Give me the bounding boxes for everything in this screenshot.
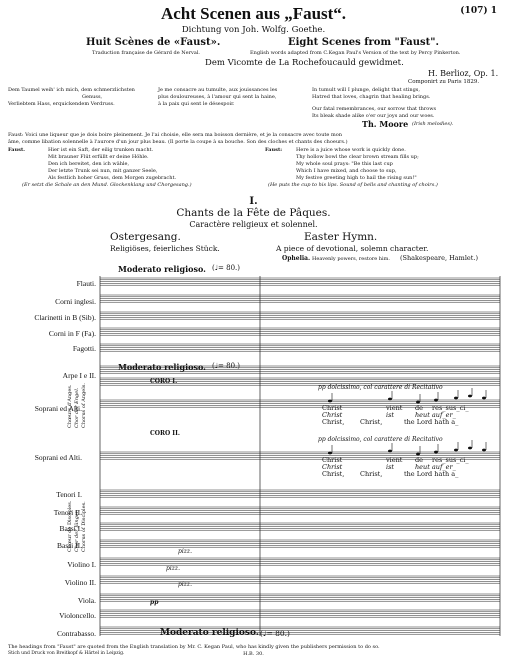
epigraph-de-2: Genuss, xyxy=(82,94,103,100)
lyric: res_sus_ci_ xyxy=(432,404,469,412)
instrument-soprani-2: Soprani ed Alti. xyxy=(34,453,82,462)
page-title: Acht Scenen aus „Faust“. xyxy=(160,4,347,23)
staff xyxy=(100,344,500,351)
dichtung-line: Dichtung von Joh. Wolfg. Goethe. xyxy=(181,25,326,35)
pizz-mark: pizz. xyxy=(178,581,192,588)
epigraph-en-2: Hatred that loves, chagrin that healing brings. xyxy=(312,94,431,100)
tempo-mid-mm: (♩= 80.) xyxy=(212,362,240,370)
staff xyxy=(100,312,500,319)
footer-plate: H.B. 30. xyxy=(243,651,264,657)
faust-de-4: Der letzte Trunk sei nun, mit ganzer Seele, xyxy=(48,168,158,174)
pizz-mark: pizz. xyxy=(178,548,192,555)
instrument-viola: Viola. xyxy=(77,596,96,605)
note xyxy=(454,397,458,400)
epigraph-de-3: Verliebtem Hass, erquickendem Verdruss. xyxy=(8,101,115,107)
lyric: ist xyxy=(386,463,395,471)
staff xyxy=(100,576,500,583)
ostergesang-title: Ostergesang. xyxy=(110,231,181,243)
footer-printer: Stich und Druck von Breitkopf & Härtel in Leipzig. xyxy=(8,651,125,656)
dynamic-pp: pp xyxy=(150,599,159,606)
dedication: Dem Vicomte de La Rochefoucauld gewidmet. xyxy=(205,58,404,68)
instrument-clarinetti: Clarinetti in B (Sib). xyxy=(34,313,96,322)
instrument-violino-2: Violino II. xyxy=(64,578,96,587)
ophelia-text: Heavenly powers, restore him. xyxy=(312,256,390,262)
instrument-bassi-2: Bassi II. xyxy=(57,541,82,550)
lyric: de xyxy=(415,456,424,464)
faust-de-2: Mit brauner Flüt erfüllt er deine Höhle. xyxy=(48,154,149,160)
faust-de-5: Als festlich hoher Gruss, dem Morgen zugebracht. xyxy=(48,175,177,181)
movement-number: I. xyxy=(249,196,258,207)
easter-hymn-title: Easter Hymn. xyxy=(304,231,378,243)
faust-en-4: Which I have mixed, and choose to sup, xyxy=(296,168,397,174)
note xyxy=(434,399,438,402)
instrument-flauti: Flauti. xyxy=(76,279,96,288)
note xyxy=(454,449,458,452)
title-english: Eight Scenes from "Faust". xyxy=(288,37,439,48)
composer: H. Berlioz, Op. 1. xyxy=(428,69,499,78)
faust-en-2: Thy hollow bowl the clear brown stream fills up; xyxy=(296,154,419,160)
epigraph-fr-3: à la paix qui sent le désespoir. xyxy=(158,101,235,107)
epigraph-fr-2: plus douloureuses, à l'amour qui sent la haine, xyxy=(158,94,277,100)
tempo-bottom-mm: (♩= 80.) xyxy=(260,629,290,638)
staff xyxy=(100,627,500,634)
instrument-fagotti: Fagotti. xyxy=(72,344,96,353)
note xyxy=(388,450,392,453)
chorus-angels-fr: Chœurs d'Anges. xyxy=(67,384,73,428)
lyric: ist xyxy=(386,411,395,419)
title-french: Huit Scènes de «Faust». xyxy=(86,37,221,48)
dolcissimo-1: pp dolcissimo, col carattere di Recitativo xyxy=(318,384,443,391)
staff xyxy=(100,452,500,459)
instrument-arpe: Arpe I e II. xyxy=(62,371,96,380)
note xyxy=(416,401,420,404)
staff xyxy=(100,400,500,407)
lyric: Christ xyxy=(322,463,343,471)
lyric: Christ, xyxy=(360,470,383,478)
lyric: Christ, xyxy=(360,418,383,426)
faust-de-head: Faust. xyxy=(8,147,26,153)
lyric: the Lord hath a_ xyxy=(404,418,459,426)
instrument-tenori-2: Tenori II. xyxy=(53,508,82,517)
note xyxy=(388,398,392,401)
staff xyxy=(100,540,500,547)
translation-english: English words adapted from C.Kegan Paul's Version of the text by Percy Pinkerton. xyxy=(250,50,461,56)
ophelia-label: Ophelia. xyxy=(282,255,311,262)
faust-en-5: My festive greeting high to hail the rising sun!" xyxy=(296,175,417,181)
staff xyxy=(100,610,500,617)
moore-author: Th. Moore xyxy=(362,119,409,129)
instrument-contrabasso: Contrabasso. xyxy=(57,629,96,638)
coro-1-label: CORO I. xyxy=(150,378,178,385)
faust-en-3: My whole soul prays: "Be this last cup xyxy=(296,161,393,167)
footer-note: The headings from "Faust" are quoted from the English translation by Mr. C. Kegan Paul, who has kindly given the publishers permission to do so. xyxy=(8,644,380,650)
easter-hymn-character: A piece of devotional, solemn character. xyxy=(276,244,429,253)
lyric: vient xyxy=(386,404,403,412)
staff xyxy=(100,295,500,302)
instrument-soprani-1: Soprani ed Alti. xyxy=(34,404,82,413)
movement-character: Caractère religieux et solennel. xyxy=(189,220,318,229)
moore-quote-1: Our fatal remembrances, our sorrow that throws xyxy=(312,106,437,112)
lyric: the Lord hath a_ xyxy=(404,470,459,478)
tempo-top: Moderato religioso. xyxy=(118,264,206,274)
composed-date: Componirt zu Paris 1829. xyxy=(408,79,480,85)
lyric: res_sus_ci_ xyxy=(432,456,469,464)
staff xyxy=(100,523,500,530)
tempo-mid: Moderato religioso. xyxy=(118,362,206,372)
page-number: (107) 1 xyxy=(460,6,497,16)
staff xyxy=(100,507,500,514)
staff xyxy=(100,278,500,285)
note xyxy=(434,451,438,454)
lyric: Christ xyxy=(322,411,343,419)
lyric: de xyxy=(415,404,424,412)
instrument-corni-inglesi: Corni inglesi. xyxy=(55,297,96,306)
shakespeare-credit: (Shakespeare, Hamlet.) xyxy=(400,254,478,262)
instrument-violino-1: Violino I. xyxy=(67,560,96,569)
staff xyxy=(100,366,500,373)
translation-french: Traduction française de Gérard de Nerval. xyxy=(92,50,201,56)
note xyxy=(482,449,486,452)
epigraph-fr-1: Je me consacre au tumulte, aux jouissances les xyxy=(158,87,278,93)
faust-en-6: (He puts the cup to his lips. Sound of bells and chanting of choirs.) xyxy=(268,182,438,188)
faust-en-head: Faust: xyxy=(265,147,283,153)
epigraph-en-1: In tumult will I plunge, delight that stings, xyxy=(312,87,420,93)
lyric: heut auf_er_ xyxy=(415,411,456,419)
moore-quote-2: Its bleak shade alike o'er our joys and our woes. xyxy=(312,113,435,119)
lyric: heut auf_er_ xyxy=(415,463,456,471)
faust-de-6: (Er setzt die Schale an den Mund. Glockenklang und Chorgesang.) xyxy=(22,182,192,188)
note xyxy=(468,395,472,398)
staff xyxy=(100,594,500,601)
chorus-disciples-en: Chorus of Disciples. xyxy=(81,501,87,552)
faust-de-3: Den ich bereitet, den ich wähle, xyxy=(48,161,130,167)
note xyxy=(482,397,486,400)
note xyxy=(468,447,472,450)
staff xyxy=(100,490,500,497)
instrument-bassi-1: Bassi I. xyxy=(59,524,82,533)
tempo-bottom: Moderato religioso. xyxy=(160,628,259,638)
staff xyxy=(100,328,500,335)
lyric: Christ, xyxy=(322,470,345,478)
staff xyxy=(100,378,500,385)
staff xyxy=(100,558,500,565)
instrument-tenori-1: Tenori I. xyxy=(56,490,82,499)
lyric: Christ xyxy=(322,456,343,464)
coro-2-label: CORO II. xyxy=(150,430,181,437)
chorus-angels-de: Chor der Engel. xyxy=(74,387,80,428)
lyric: Christ, xyxy=(322,418,345,426)
tempo-top-mm: (♩= 80.) xyxy=(212,264,240,272)
note xyxy=(416,453,420,456)
lyric: Christ xyxy=(322,404,343,412)
faust-french-2: âme, comme libation solennelle à l'aurore d'un jour plus beau. (Il porte la coupe à sa bouche. Son des cloches et chants des choeurs.) xyxy=(8,139,348,145)
moore-source: (Irish melodies). xyxy=(412,121,454,127)
chorus-disciples-de: Chor der Jünger. xyxy=(74,509,80,552)
pizz-mark: pizz. xyxy=(166,565,180,572)
chorus-disciples-fr: Chœur de Disciples. xyxy=(67,500,73,552)
movement-title: Chants de la Fête de Pâques. xyxy=(176,207,331,219)
instrument-violoncello: Violoncello. xyxy=(59,611,96,620)
lyric: vient xyxy=(386,456,403,464)
faust-en-1: Here is a juice whose work is quickly done. xyxy=(296,147,406,153)
faust-french-1: Faust: Voici une liqueur que je dois boire pleinement. Je l'ai choisie, elle sera ma boisson dernière, et je la consacre avec toute mon xyxy=(8,132,342,138)
epigraph-de-1: Dem Taumel weih' ich mich, dem schmerzlichsten xyxy=(8,87,135,93)
note xyxy=(328,400,332,403)
chorus-angels-en: Chorus of Angels. xyxy=(81,382,87,428)
instrument-corni: Corni in F (Fa). xyxy=(48,329,96,338)
ostergesang-character: Religiöses, feierliches Stück. xyxy=(110,244,220,253)
note xyxy=(328,452,332,455)
dolcissimo-2: pp dolcissimo, col carattere di Recitativo xyxy=(318,436,443,443)
faust-de-1: Hier ist ein Saft, der eilig trunken macht. xyxy=(48,147,154,153)
